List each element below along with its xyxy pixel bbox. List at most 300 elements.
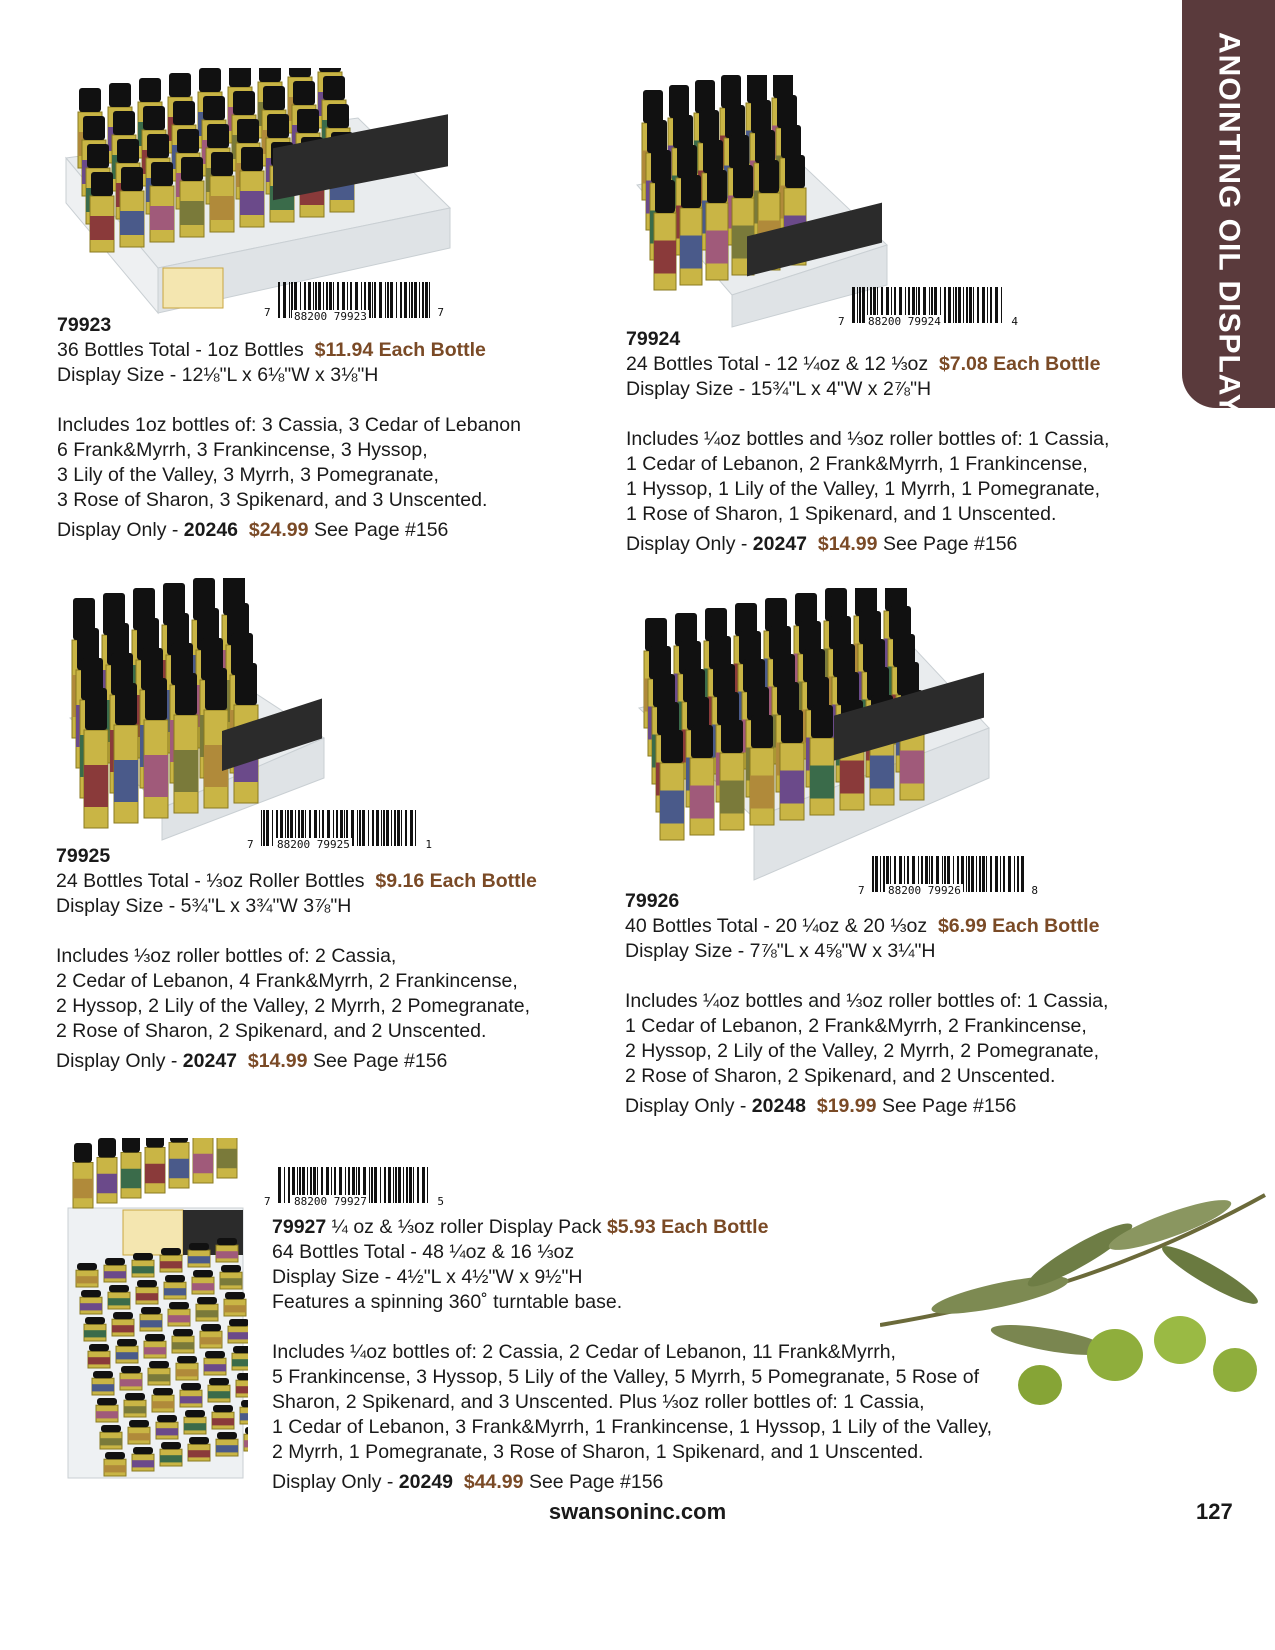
includes-line: 1 Hyssop, 1 Lily of the Valley, 1 Myrrh, 1 Pomegranate, [626, 478, 1100, 500]
bottle-cap [83, 116, 105, 140]
barcode-bar [1014, 856, 1015, 892]
unit-price: $9.16 Each Bottle [375, 870, 537, 892]
bottle-label [73, 1179, 93, 1199]
barcode-bar [990, 287, 992, 323]
barcode-bar [368, 810, 369, 846]
barcode-bar [971, 856, 974, 892]
bottle-cap [721, 75, 741, 108]
bottle-cap [109, 83, 131, 107]
bottle-label [660, 791, 684, 824]
bottle-cap [113, 111, 135, 135]
bottle-label [92, 1384, 114, 1391]
bottle-cap [755, 130, 775, 163]
see-page-ref: See Page #156 [882, 533, 1018, 555]
display-only-label: Display Only - [626, 533, 753, 555]
barcode-bar [388, 1167, 391, 1203]
bottle-cap [121, 1366, 141, 1373]
includes-line: 2 Hyssop, 2 Lily of the Valley, 2 Myrrh, 2 Pomegranate, [56, 995, 530, 1017]
product-photo-79925 [62, 578, 332, 843]
bottle-label [114, 760, 138, 802]
product-count: 24 Bottles Total - 12 ¼oz & 12 ⅓oz [626, 353, 929, 375]
barcode-bar [872, 856, 874, 892]
bottle-cap [205, 668, 227, 710]
bottle-label [216, 1445, 238, 1452]
bottle-label [112, 1325, 134, 1332]
bottle-label [200, 1337, 222, 1344]
bottle-cap [209, 1378, 229, 1385]
bottle-cap [101, 1425, 121, 1432]
display-size: Display Size - 12⅛"L x 6⅛"W x 3⅛"H [57, 364, 379, 386]
barcode-lead-digit: 7 [264, 1195, 271, 1208]
barcode-lead-digit: 7 [247, 838, 254, 851]
bottle-cap [122, 1138, 140, 1153]
barcode-bar [386, 810, 389, 846]
bottle-cap [221, 1265, 241, 1272]
bottle-cap [113, 1312, 133, 1319]
bottle-label [900, 751, 924, 784]
bottle-cap [97, 1398, 117, 1405]
barcode-bar [417, 1167, 419, 1203]
bottle-cap [651, 150, 671, 183]
bottle-cap [137, 1280, 157, 1287]
bottle-cap [691, 725, 713, 758]
barcode-bar [395, 1167, 397, 1203]
bottle-cap [117, 139, 139, 163]
display-only-label: Display Only - [56, 1050, 183, 1072]
bottle-label [236, 1386, 248, 1393]
includes-line: Includes 1oz bottles of: 3 Cassia, 3 Cedar of Lebanon [57, 414, 521, 436]
includes-line: 2 Myrrh, 1 Pomegranate, 3 Rose of Sharon, 1 Spikenard, and 1 Unscented. [272, 1441, 924, 1463]
bottle-label [116, 1352, 138, 1359]
includes-line: Includes ¼oz bottles of: 2 Cassia, 2 Cedar of Lebanon, 11 Frank&Myrrh, [272, 1341, 896, 1363]
includes-line: 3 Rose of Sharon, 3 Spikenard, and 3 Unscented. [57, 489, 488, 511]
bottle-cap [146, 1138, 164, 1148]
product-title-line [626, 352, 1109, 377]
barcode-bar [1000, 856, 1001, 892]
page-number: 127 [1196, 1499, 1233, 1524]
bottle-label [96, 1411, 118, 1418]
bottle-cap [189, 1437, 209, 1444]
includes-line: 2 Cedar of Lebanon, 4 Frank&Myrrh, 2 Frankincense, [56, 970, 518, 992]
bottle-label [212, 1418, 234, 1425]
barcode-bar [875, 856, 878, 892]
includes-line: 1 Rose of Sharon, 1 Spikenard, and 1 Unscented. [626, 503, 1057, 525]
barcode-bar [272, 810, 273, 846]
barcode-bar [413, 1167, 414, 1203]
bottle-cap [87, 144, 109, 168]
bottle-label [184, 1423, 206, 1430]
barcode-bar [369, 1167, 370, 1203]
display-size: Display Size - 15¾"L x 4"W x 2⅞"H [626, 378, 932, 400]
bottle-cap [669, 85, 689, 118]
barcode-bar [380, 1167, 381, 1203]
bottle-cap [89, 1344, 109, 1351]
barcode-bar [394, 810, 396, 846]
bottle-cap [207, 124, 229, 148]
bottle-cap [245, 1427, 248, 1434]
bottle-cap [133, 1447, 153, 1454]
bottle-label [216, 1251, 238, 1258]
barcode-bar [393, 1167, 394, 1203]
bottle-label [680, 236, 702, 269]
product-sku: 79923 [57, 314, 112, 336]
bottle-label [152, 1401, 174, 1408]
bottle-label [180, 1396, 202, 1403]
display-only-price: $44.99 [463, 1471, 524, 1493]
bottle-cap [129, 1420, 149, 1427]
bottle-cap [125, 1393, 145, 1400]
product-title-line [57, 338, 521, 363]
bottle-cap [695, 80, 715, 113]
product-count: 40 Bottles Total - 20 ¼oz & 20 ⅓oz [625, 915, 928, 937]
bottle-cap [677, 145, 697, 178]
display-only-line [625, 1094, 1108, 1119]
bottle-cap [655, 180, 675, 213]
barcode-lead-digit: 7 [838, 315, 845, 328]
bottle-label [76, 1276, 98, 1283]
includes-line: 5 Frankincense, 3 Hyssop, 5 Lily of the Valley, 5 Myrrh, 5 Pomegranate, 5 Rose of [272, 1366, 980, 1388]
display-only-price: $19.99 [816, 1095, 877, 1117]
barcode-bar [990, 856, 992, 892]
product-count: 36 Bottles Total - 1oz Bottles [57, 339, 304, 361]
bottle-cap [259, 68, 281, 82]
includes-line: 2 Rose of Sharon, 2 Spikenard, and 2 Unscented. [56, 1020, 487, 1042]
bottle-cap [151, 162, 173, 186]
barcode-bar [986, 856, 987, 892]
bottle-cap [263, 86, 285, 110]
unit-price: $5.93 Each Bottle [606, 1216, 769, 1238]
barcode-bar [359, 810, 361, 846]
bottle-cap [217, 1432, 237, 1439]
bottle-cap [77, 1263, 97, 1270]
barcode-bar [415, 810, 416, 846]
barcode-lead-digit: 7 [264, 306, 271, 319]
bottle-cap [241, 1400, 248, 1407]
bottle-cap [267, 114, 289, 138]
bottle-cap [773, 75, 793, 98]
bottle-cap [747, 75, 767, 103]
barcode-bar [263, 810, 265, 846]
barcode-number: 88200 79927 [294, 1195, 367, 1208]
bottle-cap [189, 1243, 209, 1250]
includes-line: 1 Cedar of Lebanon, 2 Frank&Myrrh, 1 Frankincense, [626, 453, 1088, 475]
bottle-cap [141, 1307, 161, 1314]
see-page-ref: See Page #156 [313, 519, 449, 541]
display-only-price: $24.99 [248, 519, 309, 541]
barcode-bar [963, 287, 964, 323]
display-size: Display Size - 7⅞"L x 4⅝"W x 3¼"H [625, 940, 936, 962]
barcode-bar [284, 1167, 285, 1203]
bottle-label [217, 1149, 237, 1169]
product-block-79925 [56, 844, 537, 1074]
barcode-bar [969, 287, 972, 323]
bottle-cap [217, 1238, 237, 1245]
display-only-code: 20249 [398, 1471, 454, 1493]
product-title-line [625, 914, 1108, 939]
barcode-bar [398, 1167, 401, 1203]
bottle-cap [729, 135, 749, 168]
barcode-bar [977, 287, 979, 323]
barcode-bar [880, 856, 881, 892]
barcode-bar [948, 287, 951, 323]
bottle-cap [229, 1319, 248, 1326]
bottle-label [100, 1438, 122, 1445]
display-only-label: Display Only - [57, 519, 184, 541]
display-only-line [626, 532, 1109, 557]
bottle-cap [781, 710, 803, 743]
bottle-label [780, 771, 804, 804]
bottle-cap [169, 73, 191, 97]
bottle-cap [74, 1143, 92, 1163]
bottle-cap [145, 1334, 165, 1341]
bottle-cap [98, 1138, 116, 1158]
bottle-label [720, 781, 744, 814]
bottle-cap [173, 1329, 193, 1336]
display-only-code: 20246 [183, 519, 239, 541]
barcode-check-digit: 8 [1031, 884, 1038, 897]
bottle-label [690, 786, 714, 819]
barcode-bar [1003, 856, 1005, 892]
bottle-label [156, 1428, 178, 1435]
bottle-label [128, 1433, 150, 1440]
bottle-cap [133, 1253, 153, 1260]
bottle-cap [213, 1405, 233, 1412]
bottle-cap [185, 1410, 205, 1417]
bottle-label [176, 1369, 198, 1376]
bottle-cap [721, 720, 743, 753]
bottle-cap [161, 1442, 181, 1449]
feature-note: Features a spinning 360˚ turntable base. [272, 1291, 623, 1313]
bottle-label [168, 1315, 190, 1322]
display-only-line [272, 1470, 992, 1495]
bottle-label [140, 1320, 162, 1327]
product-title: ¼ oz & ⅓oz roller Display Pack [331, 1216, 602, 1238]
bottle-cap [233, 91, 255, 115]
bottle-cap [105, 1452, 125, 1459]
bottle-label [232, 1359, 248, 1366]
olive-branch-image [880, 1185, 1270, 1415]
bottle-cap [759, 160, 779, 193]
product-count: 24 Bottles Total - ⅓oz Roller Bottles [56, 870, 365, 892]
section-tab [1182, 0, 1275, 436]
barcode-bar [976, 856, 977, 892]
bottle-label [132, 1266, 154, 1273]
barcode-bar [409, 1167, 412, 1203]
bottle-cap [707, 170, 727, 203]
barcode-bar [958, 287, 961, 323]
barcode-bar [422, 1167, 425, 1203]
bottle-cap [297, 109, 319, 133]
barcode-check-digit: 5 [437, 1195, 444, 1208]
bottle-cap [153, 1388, 173, 1395]
barcode-bar [383, 810, 385, 846]
display-size: Display Size - 4½"L x 4½"W x 9½"H [272, 1266, 583, 1288]
bottle-label [750, 776, 774, 809]
bottle-cap [733, 165, 753, 198]
bottle-cap [121, 167, 143, 191]
display-only-code: 20247 [752, 533, 808, 555]
bottle-cap [170, 1138, 188, 1143]
bottle-cap [201, 1324, 221, 1331]
bottle-cap [777, 95, 797, 128]
includes-line: 1 Cedar of Lebanon, 3 Frank&Myrrh, 1 Frankincense, 1 Hyssop, 1 Lily of the Valley, [272, 1416, 993, 1438]
barcode-bar [883, 856, 885, 892]
barcode-check-digit: 1 [425, 838, 432, 851]
bottle-cap [91, 172, 113, 196]
barcode-bar [982, 287, 985, 323]
bottle-label [88, 1357, 110, 1364]
display-size: Display Size - 5¾"L x 3¾"W 3⅞"H [56, 895, 352, 917]
bottle-cap [109, 1285, 129, 1292]
barcode-bar [391, 810, 392, 846]
bottle-label [228, 1332, 248, 1339]
bottle-label [144, 755, 168, 797]
barcode-check-digit: 4 [1011, 315, 1018, 328]
product-sku: 79925 [56, 845, 111, 867]
bottle-cap [233, 1346, 248, 1353]
display-only-price: $14.99 [247, 1050, 308, 1072]
barcode-bar [362, 810, 365, 846]
bottle-label [174, 750, 198, 792]
bottle-cap [699, 110, 719, 143]
bottle-label [196, 1310, 218, 1317]
bottle-label [132, 1460, 154, 1467]
bottle-cap [177, 1356, 197, 1363]
bottle-cap [177, 129, 199, 153]
bottle-label [104, 1271, 126, 1278]
product-photo-79926 [634, 588, 994, 888]
barcode-number: 88200 79925 [277, 838, 350, 851]
includes-line: Includes ⅓oz roller bottles of: 2 Cassia, [56, 945, 397, 967]
bottle-cap [145, 678, 167, 720]
bottle-cap [165, 1275, 185, 1282]
barcode-bar [857, 287, 858, 323]
display-tray-image [62, 578, 332, 843]
product-block-79926 [625, 889, 1108, 1119]
bottle-label [180, 201, 204, 225]
bottle-label [840, 761, 864, 794]
barcode-bar [1001, 287, 1002, 323]
bottle-label [80, 1303, 102, 1310]
barcode-bar [371, 1167, 373, 1203]
bottle-cap [241, 147, 263, 171]
barcode-bar [374, 1167, 377, 1203]
barcode-bar [852, 287, 855, 323]
bottle-cap [157, 1415, 177, 1422]
display-only-code: 20248 [751, 1095, 807, 1117]
barcode-bar [979, 856, 981, 892]
barcode-bar [862, 287, 865, 323]
bottle-cap [327, 104, 349, 128]
bottle-cap [293, 81, 315, 105]
bottle-label [150, 206, 174, 230]
bottle-label [84, 765, 108, 807]
barcode-bar [372, 810, 374, 846]
unit-price: $6.99 Each Bottle [937, 915, 1100, 937]
bottle-label [84, 1330, 106, 1337]
barcode-bar [995, 287, 998, 323]
barcode-bar [427, 1167, 428, 1203]
bottle-cap [181, 1383, 201, 1390]
display-only-price: $14.99 [817, 533, 878, 555]
barcode-number: 88200 79924 [868, 315, 941, 328]
bottle-cap [175, 673, 197, 715]
product-count: 64 Bottles Total - 48 ¼oz & 16 ⅓oz [272, 1241, 575, 1263]
bottle-cap [169, 1302, 189, 1309]
barcode-bar [966, 856, 967, 892]
bottle-label [121, 1169, 141, 1189]
bottle-cap [751, 100, 771, 133]
bottle-cap [751, 715, 773, 748]
barcode-bar [403, 1167, 404, 1203]
includes-line: 1 Cedar of Lebanon, 2 Frank&Myrrh, 2 Frankincense, [625, 1015, 1087, 1037]
bottle-cap [225, 1292, 245, 1299]
bottle-cap [785, 155, 805, 188]
bottle-cap [85, 688, 107, 730]
bottle-cap [211, 152, 233, 176]
barcode-bar [381, 810, 382, 846]
product-block-79923 [57, 313, 521, 543]
product-photo-79927 [58, 1138, 248, 1483]
see-page-ref: See Page #156 [528, 1471, 664, 1493]
bottle-label [120, 1379, 142, 1386]
bottle-cap [147, 134, 169, 158]
bottle-cap [319, 68, 341, 72]
barcode-bar [376, 810, 379, 846]
display-tray-image [634, 588, 994, 888]
footer-url: swansoninc.com [548, 1499, 727, 1524]
bottle-label [188, 1256, 210, 1263]
includes-line: Includes ¼oz bottles and ⅓oz roller bottles of: 1 Cassia, [626, 428, 1110, 450]
bottle-label [169, 1159, 189, 1179]
bottle-cap [181, 157, 203, 181]
bottle-label [204, 1364, 226, 1371]
barcode-bar [966, 287, 968, 323]
bottle-label [172, 1342, 194, 1349]
barcode-bar [384, 1167, 386, 1203]
bottle-label [220, 1278, 242, 1285]
product-title-line [56, 869, 537, 894]
bottle-label [108, 1298, 130, 1305]
bottle-cap [661, 730, 683, 763]
bottle-cap [673, 115, 693, 148]
bottle-label [654, 241, 676, 274]
barcode-bar [401, 810, 402, 846]
includes-line: 6 Frank&Myrrh, 3 Frankincense, 3 Hyssop, [57, 439, 428, 461]
bottle-label [193, 1154, 213, 1174]
display-only-label: Display Only - [272, 1471, 399, 1493]
barcode-bar [973, 287, 974, 323]
barcode-bar [944, 287, 946, 323]
bottle-cap [681, 175, 701, 208]
bottle-cap [203, 96, 225, 120]
bottle-label [160, 1455, 182, 1462]
bottle-cap [289, 68, 311, 77]
bottle-label [706, 231, 728, 264]
bottle-cap [193, 1270, 213, 1277]
bottle-cap [235, 663, 257, 705]
section-tab-label: ANOINTING OIL DISPLAYS [1212, 32, 1246, 436]
barcode-bar [405, 810, 407, 846]
bottle-label [240, 191, 264, 215]
barcode-bar [288, 1167, 290, 1203]
bottle-cap [229, 68, 251, 87]
display-only-line [57, 518, 521, 543]
bottle-cap [161, 1248, 181, 1255]
bottle-cap [199, 68, 221, 92]
barcode-number: 88200 79926 [888, 884, 961, 897]
display-only-label: Display Only - [625, 1095, 752, 1117]
